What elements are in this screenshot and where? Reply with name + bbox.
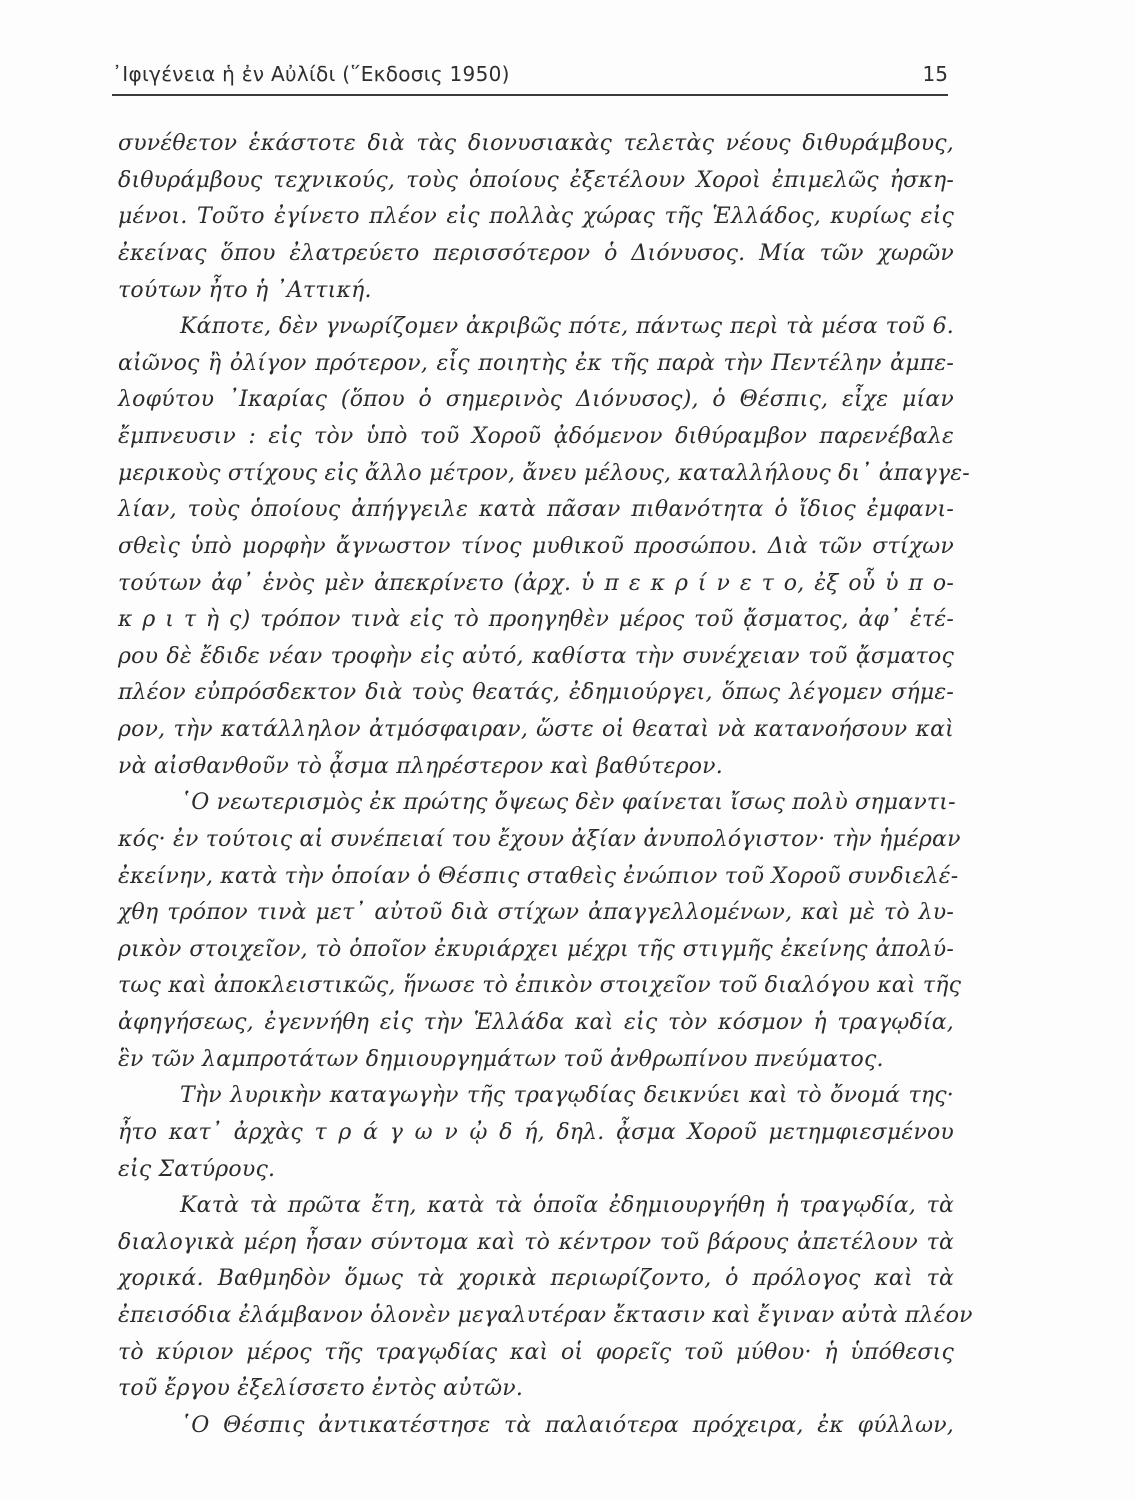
running-title: ᾿Ιφιγένεια ἡ ἐν Αὐλίδι (῞Εκδοσις 1950) <box>112 62 510 86</box>
text-line: Τὴν λυρικὴν καταγωγὴν τῆς τραγῳδίας δεικνύει καὶ τὸ ὄνομά της· <box>180 1083 954 1109</box>
text-line: νὰ αἰσθανθοῦν τὸ ᾆσμα πληρέστερον καὶ βαθύτερον. <box>118 753 723 779</box>
text-line: συνέθετον ἑκάστοτε διὰ τὰς διονυσιακὰς τελετὰς νέους διθυράμβους, <box>118 131 954 156</box>
text-line: διθυράμβους τεχνικούς, τοὺς ὁποίους ἐξετέλουν Χοροὶ ἐπιμελῶς ἠσκη- <box>118 167 954 193</box>
running-head <box>112 60 948 90</box>
text-line: τούτων ἀφ᾿ ἑνὸς μὲν ἀπεκρίνετο (ἀρχ. ὑ π ε κ ρ ί ν ε τ ο, ἐξ οὗ ὑ π ο- <box>118 570 954 596</box>
text-line: ῾Ο νεωτερισμὸς ἐκ πρώτης ὄψεως δὲν φαίνεται ἴσως πολὺ σημαντι- <box>180 790 956 816</box>
text-line: ἐκείνας ὅπου ἐλατρεύετο περισσότερον ὁ Διόνυσος. Μία τῶν χωρῶν <box>118 240 954 266</box>
text-line: ἀφηγήσεως, ἐγεννήθη εἰς τὴν Ἑλλάδα καὶ εἰς τὸν κόσμον ἡ τραγῳδία, <box>118 1010 954 1035</box>
page-number: 15 <box>922 62 948 86</box>
text-line: Κατὰ τὰ πρῶτα ἔτη, κατὰ τὰ ὁποῖα ἐδημιουργήθη ἡ τραγῳδία, τὰ <box>180 1193 954 1219</box>
text-line: ἔμπνευσιν : εἰς τὸν ὑπὸ τοῦ Χοροῦ ᾀδόμενον διθύραμβον παρενέβαλε <box>118 424 954 449</box>
text-line: λοφύτου ᾿Ικαρίας (ὅπου ὁ σημερινὸς Διόνυσος), ὁ Θέσπις, εἶχε μίαν <box>118 387 954 413</box>
text-line: σθεὶς ὑπὸ μορφὴν ἄγνωστον τίνος μυθικοῦ προσώπου. Διὰ τῶν στίχων <box>118 533 954 559</box>
text-line: εἰς Σατύρους. <box>118 1156 276 1182</box>
text-line: λίαν, τοὺς ὁποίους ἀπήγγειλε κατὰ πᾶσαν πιθανότητα ὁ ἴδιος ἐμφανι- <box>118 497 954 523</box>
text-line: Κάποτε, δὲν γνωρίζομεν ἀκριβῶς πότε, πάντως περὶ τὰ μέσα τοῦ 6. <box>180 314 954 340</box>
text-line: χθη τρόπον τινὰ μετ᾿ αὐτοῦ διὰ στίχων ἀπαγγελλομένων, καὶ μὲ τὸ λυ- <box>118 900 954 926</box>
text-line: κός· ἐν τούτοις αἱ συνέπειαί του ἔχουν ἀξίαν ἀνυπολόγιστον· τὴν ἡμέραν <box>118 826 961 852</box>
text-line: τὸ κύριον μέρος τῆς τραγῳδίας καὶ οἱ φορεῖς τοῦ μύθου· ἡ ὑπόθεσις <box>118 1339 954 1365</box>
text-line: διαλογικὰ μέρη ἦσαν σύντομα καὶ τὸ κέντρον τοῦ βάρους ἀπετέλουν τὰ <box>118 1229 954 1255</box>
text-line: τοῦ ἔργου ἐξελίσσετο ἐντὸς αὐτῶν. <box>118 1376 524 1402</box>
text-line: ἦτο κατ᾿ ἀρχὰς τ ρ ά γ ω ν ᾠ δ ή, δηλ. ᾆσμα Χοροῦ μετημφιεσμένου <box>118 1119 954 1145</box>
text-line: πλέον εὐπρόσδεκτον διὰ τοὺς θεατάς, ἐδημιούργει, ὅπως λέγομεν σήμε- <box>118 680 954 706</box>
text-line: ἐπεισόδια ἐλάμβανον ὁλονὲν μεγαλυτέραν ἔκτασιν καὶ ἔγιναν αὐτὰ πλέον <box>118 1303 973 1328</box>
text-line: ρου δὲ ἔδιδε νέαν τροφὴν εἰς αὐτό, καθίστα τὴν συνέχειαν τοῦ ᾄσματος <box>118 643 954 669</box>
body-text <box>118 126 973 1445</box>
text-line: ῾Ο Θέσπις ἀντικατέστησε τὰ παλαιότερα πρόχειρα, ἐκ φύλλων, <box>180 1412 954 1438</box>
text-line: ἐκείνην, κατὰ τὴν ὁποίαν ὁ Θέσπις σταθεὶς ἐνώπιον τοῦ Χοροῦ συνδιελέ- <box>118 863 959 889</box>
text-line: ρον, τὴν κατάλληλον ἀτμόσφαιραν, ὥστε οἱ θεαταὶ νὰ κατανοήσουν καὶ <box>118 717 954 742</box>
text-line: αἰῶνος ἢ ὀλίγον πρότερον, εἷς ποιητὴς ἐκ τῆς παρὰ τὴν Πεντέλην ἀμπε- <box>118 350 954 376</box>
text-line: μερικοὺς στίχους εἰς ἄλλο μέτρον, ἄνευ μέλους, καταλλήλους δι᾿ ἀπαγγε- <box>118 460 970 486</box>
text-line: τούτων ἦτο ἡ ᾿Αττική. <box>118 277 372 303</box>
text-line: ρικὸν στοιχεῖον, τὸ ὁποῖον ἐκυριάρχει μέχρι τῆς στιγμῆς ἐκείνης ἀπολύ- <box>118 936 954 962</box>
header-rule <box>112 94 948 96</box>
text-line: χορικά. Βαθμηδὸν ὅμως τὰ χορικὰ περιωρίζοντο, ὁ πρόλογος καὶ τὰ <box>118 1266 954 1292</box>
text-line: ἓν τῶν λαμπροτάτων δημιουργημάτων τοῦ ἀνθρωπίνου πνεύματος. <box>118 1046 884 1072</box>
text-line: μένοι. Τοῦτο ἐγίνετο πλέον εἰς πολλὰς χώρας τῆς Ἑλλάδος, κυρίως εἰς <box>118 204 954 230</box>
text-line: τως καὶ ἀποκλειστικῶς, ἥνωσε τὸ ἐπικὸν στοιχεῖον τοῦ διαλόγου καὶ τῆς <box>118 973 962 999</box>
text-line: κ ρ ι τ ὴ ς) τρόπον τινὰ εἰς τὸ προηγηθὲν μέρος τοῦ ᾄσματος, ἀφ᾿ ἑτέ- <box>118 607 954 633</box>
